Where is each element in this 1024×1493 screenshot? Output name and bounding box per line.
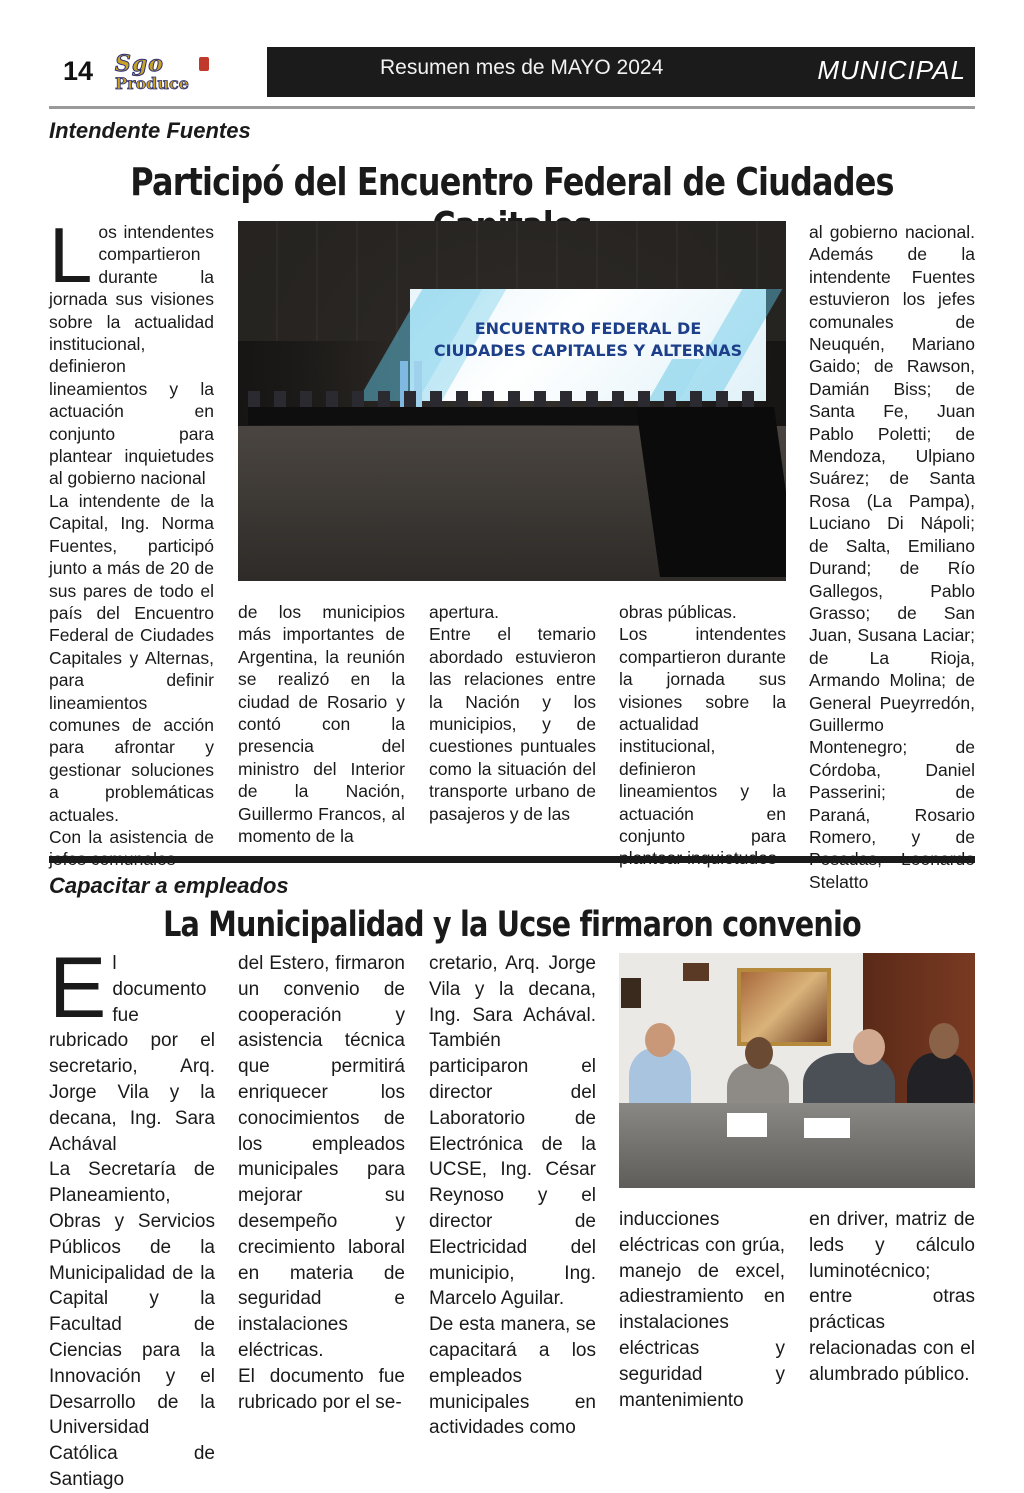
article1-paragraph: La intendente de la Capital, Ing. Norma Fuentes, participó junto a más de 20 de sus pares de todo el país del Encuentro Federal de Ciudades Capitales y Alternas, para definir lineamientos comunes de acción para afrontar y gestionar soluciones a problemáticas actuales.: [49, 490, 214, 825]
article1-paragraph: al gobierno nacional. Además de la intendente Fuentes estuvieron los jefes comunales de Neuquén, Mariano Gaido; de Rawson, Damián Biss; de Santa Fe, Juan Pablo Poletti; de Mendoza, Ulpiano Suárez; de Santa Rosa (La Pampa), Luciano Di Nápoli; de Salta, Emiliano Durand; de Río Gallegos, Pablo Grasso; de San Juan, Susana Laciar; de La Rioja, Armando Molina; de General Pueyrredón, Guillermo Montenegro; de Córdoba, Daniel Passerini; de Paraná, Rosario Romero, y de Stelatto: [809, 222, 975, 892]
photo-painting: [737, 968, 831, 1046]
article2-paragraph: De esta manera, se capacitará a los empleados municipales en actividades como: [429, 1314, 596, 1439]
article2-dropcap: E: [49, 940, 107, 1036]
article2-paragraph: cretario, Arq. Jorge Vila y la decana, Ing. Sara Achával. También participaron el director del Laboratorio de Electrónica de la UCSE, Ing. César Reynoso y el director de Electricidad del municipio, Ing. Marcelo Aguilar.: [429, 953, 596, 1310]
masthead-left: [49, 47, 267, 97]
article1-column-4: [619, 601, 786, 870]
article2-headline: La Municipalidad y la Ucse firmaron convenio: [163, 905, 861, 945]
logo-text-sgo: Sgo: [115, 51, 164, 77]
section-label: MUNICIPAL: [817, 55, 966, 85]
article-divider: [49, 856, 975, 863]
article1-dropcap: L: [49, 211, 93, 299]
photo-person-head: [745, 1037, 773, 1069]
photo-table: [248, 407, 668, 425]
article2-column-5: [809, 1207, 975, 1388]
logo-flag-icon: [199, 57, 209, 71]
header-rule: [49, 106, 975, 109]
page-number: 14: [63, 56, 94, 86]
article1-photo: [238, 221, 786, 581]
article1-paragraph: Entre el temario abordado estuvieron las relaciones entre la Nación y los municipios, y de cuestiones puntuales como la situación del transporte urbano de pasajeros y de las: [429, 624, 596, 824]
photo-person-head: [853, 1029, 885, 1065]
photo-person-head: [645, 1023, 675, 1057]
article2-column-3: [429, 951, 596, 1441]
article2-column-4: [619, 1207, 785, 1413]
article1-lead: os intendentes compartieron durante la jornada sus visiones sobre la actualidad institucional, definieron lineamientos y la actuación en conjunto para plantear inquietudes al gobierno nacional: [49, 222, 214, 489]
photo-event-screen: [410, 289, 766, 401]
logo-text-produce: Produce: [115, 74, 189, 93]
article2-paragraph: La Secretaría de Planeamiento, Obras y Servicios Públicos de la Municipalidad de la Capital y la Facultad de Ciencias para la Innovación y el Desarrollo de la Universidad Católica de Santiago: [49, 1159, 215, 1490]
article2-column-2: [238, 951, 405, 1415]
article1-column-3: [429, 601, 596, 825]
article2-paragraph: en driver, matriz de leds y cálculo luminotécnico; entre otras prácticas relacionadas con el alumbrado público.: [809, 1209, 975, 1385]
article1-paragraph: de los municipios más importantes de Argentina, la reunión se realizó en la ciudad de Rosario y contó con la presencia del ministro del Interior de la Nación, Guillermo Francos, al momento de la: [238, 602, 405, 847]
article2-paragraph: del Estero, firmaron un convenio de cooperación y asistencia técnica que permitirá enriquecer los conocimientos de los empleados municipales para mejorar su desempeño y crecimiento laboral en materia de seguridad e instalaciones eléctricas.: [238, 953, 405, 1361]
article1-kicker: Intendente Fuentes: [49, 118, 251, 143]
article2-paragraph: inducciones eléctricas con grúa, manejo de excel, adiestramiento en instalaciones eléctricas y seguridad y mantenimiento: [619, 1209, 785, 1411]
photo-document: [804, 1118, 850, 1138]
article2-lead: l documento fue rubricado por el secretario, Arq. Jorge Vila y la decana, Ing. Sara Achával: [49, 953, 215, 1155]
article1-paragraph: apertura.: [429, 602, 500, 622]
screen-title-line2: CIUDADES CAPITALES Y ALTERNAS: [433, 341, 743, 360]
photo-table: [619, 1103, 975, 1188]
article1-column-2: [238, 601, 405, 847]
article2-paragraph: El documento fue rubricado por el se-: [238, 1365, 405, 1413]
article2-photo: [619, 953, 975, 1188]
article1-column-5: [809, 221, 975, 893]
article2-kicker: Capacitar a empleados: [49, 873, 289, 898]
article1-column-1: [49, 211, 214, 871]
article1-paragraph: Con la asistencia de: [49, 826, 214, 847]
photo-plaque: [621, 978, 641, 1008]
photo-plaque: [683, 963, 709, 981]
screen-title-line1: ENCUENTRO FEDERAL DE: [474, 319, 702, 338]
photo-person-head: [929, 1023, 959, 1059]
article1-headline: Participó del Encuentro Federal de Ciudades: [130, 160, 894, 204]
photo-table: [636, 407, 786, 577]
article2-column-1: [49, 940, 215, 1493]
article1-paragraph: obras públicas.: [619, 602, 737, 622]
issue-month: Resumen mes de MAYO 2024: [380, 56, 664, 79]
article1-paragraph: Los intendentes compartieron durante la jornada sus visiones sobre la actualidad institucional, definieron lineamientos y la actuación en conjunto para: [619, 624, 786, 847]
photo-document: [727, 1113, 767, 1137]
